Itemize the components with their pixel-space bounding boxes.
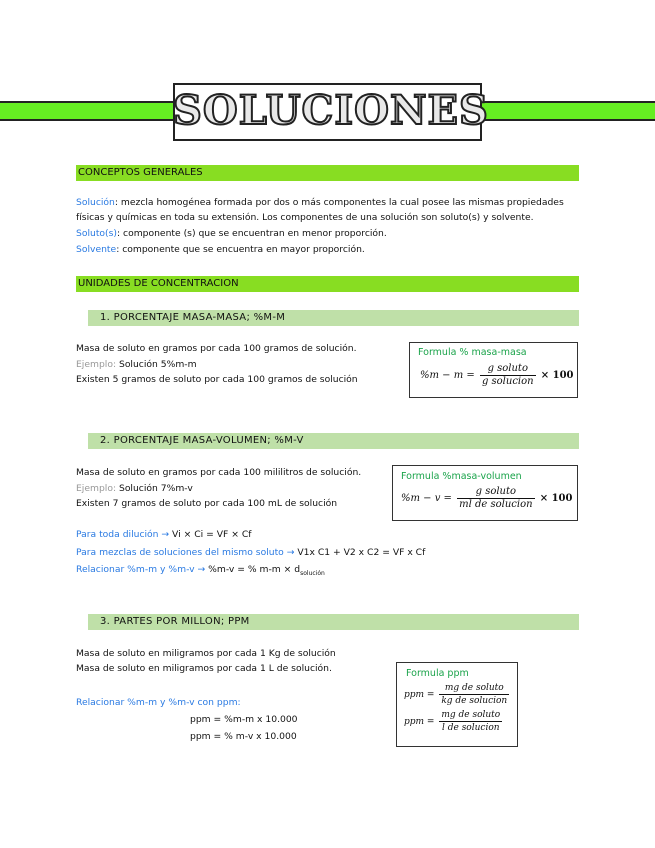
mv-ejemplo-label: Ejemplo: [76,483,117,494]
formula-box-masa-masa [409,342,578,398]
formula-mm-lhs: %m − m = [420,370,475,381]
relation-mm-mv-subscript: solución [300,569,325,577]
solvente-term: Solvente [76,244,117,255]
mm-ejemplo-value: Solución 5%m-m [116,359,197,370]
formula-mm-factor: × 100 [540,370,574,381]
mv-ejemplo [76,481,193,496]
relation-mezclas [76,545,425,560]
relation-mezclas-expr: V1x C1 + V2 x C2 = VF x Cf [294,547,426,558]
formula-ppm-l-fraction [439,709,502,734]
solucion-term: Solución [76,197,115,208]
formula-ppm-l-num: mg de soluto [441,710,501,720]
formula-ppm-kg-fraction [439,682,509,707]
formula-mv-lhs: %m − v = [401,493,452,504]
mm-ejemplo [76,357,197,372]
mm-line1: Masa de soluto en gramos por cada 100 gramos de solución. [76,343,357,354]
formula-mm-den: g solucion [481,376,534,387]
formula-box-ppm [396,662,518,747]
formula-title-ppm: Formula ppm [406,668,469,679]
soluto-definition [76,226,387,241]
formula-ppm-l [404,709,504,734]
relation-mm-mv-expr: %m-v = % m-m × d [205,564,301,575]
ppm-relation-2: ppm = % m-v x 10.000 [190,731,297,742]
formula-mv [401,486,572,511]
solvente-definition [76,242,365,257]
mv-line1: Masa de soluto en gramos por cada 100 mililitros de solución. [76,467,362,478]
formula-ppm-kg-den: kg de solucion [441,696,508,706]
formula-mv-factor: × 100 [539,493,573,504]
section-heading-conceptos: CONCEPTOS GENERALES [76,165,579,181]
relation-dilucion-label: Para toda dilución → [76,529,170,540]
formula-ppm-l-den: l de solucion [442,723,500,733]
formula-mv-den: ml de solucion [459,499,533,510]
mm-ejemplo-label: Ejemplo: [76,359,117,370]
formula-box-masa-volumen [392,465,578,521]
relation-mm-mv [76,562,325,581]
mv-line3: Existen 7 gramos de soluto por cada 100 mL de solución [76,498,338,509]
subheading-ppm: 3. PARTES POR MILLON; PPM [88,614,579,630]
soluto-text: : componente (s) que se encuentran en menor proporción. [117,228,387,239]
ppm-line2: Masa de soluto en miligramos por cada 1 L de solución. [76,663,332,674]
section-heading-unidades: UNIDADES DE CONCENTRACION [76,276,579,292]
formula-ppm-l-lhs: ppm = [404,717,435,727]
formula-ppm-kg-lhs: ppm = [404,690,435,700]
solvente-text: : componente que se encuentra en mayor proporción. [116,244,365,255]
solucion-definition-line1 [76,195,564,210]
relation-mm-mv-label: Relacionar %m-m y %m-v → [76,564,206,575]
formula-title-mv: Formula %masa-volumen [401,471,522,482]
formula-mv-fraction [457,486,534,511]
relation-mezclas-label: Para mezclas de soluciones del mismo soluto → [76,547,295,558]
formula-mv-num: g soluto [457,486,534,499]
formula-mm [420,363,574,388]
subheading-masa-masa: 1. PORCENTAJE MASA-MASA; %M-M [88,310,579,326]
formula-mm-fraction [480,363,536,388]
formula-mm-num: g soluto [480,363,536,376]
formula-title-mm: Formula % masa-masa [418,347,527,358]
relation-dilucion-expr: Vi × Ci = VF × Cf [169,529,252,540]
solucion-text-1: : mezcla homogénea formada por dos o más componentes la cual posee las mismas propiedades [114,197,564,208]
formula-ppm-kg [404,682,511,707]
mv-ejemplo-value: Solución 7%m-v [116,483,193,494]
solucion-definition-line2: físicas y químicas en toda su extensión. Los componentes de una solución son soluto(s) y solvente. [76,212,534,223]
relation-dilucion [76,527,252,542]
page-title: SOLUCIONES [173,87,489,134]
ppm-relation-1: ppm = %m-m x 10.000 [190,714,298,725]
formula-ppm-kg-num: mg de soluto [439,682,509,695]
mm-line3: Existen 5 gramos de soluto por cada 100 gramos de solución [76,374,358,385]
subheading-masa-volumen: 2. PORCENTAJE MASA-VOLUMEN; %M-V [88,433,579,449]
soluto-term: Soluto(s) [76,228,118,239]
ppm-line1: Masa de soluto en miligramos por cada 1 Kg de solución [76,648,336,659]
ppm-relation-label: Relacionar %m-m y %m-v con ppm: [76,697,241,708]
